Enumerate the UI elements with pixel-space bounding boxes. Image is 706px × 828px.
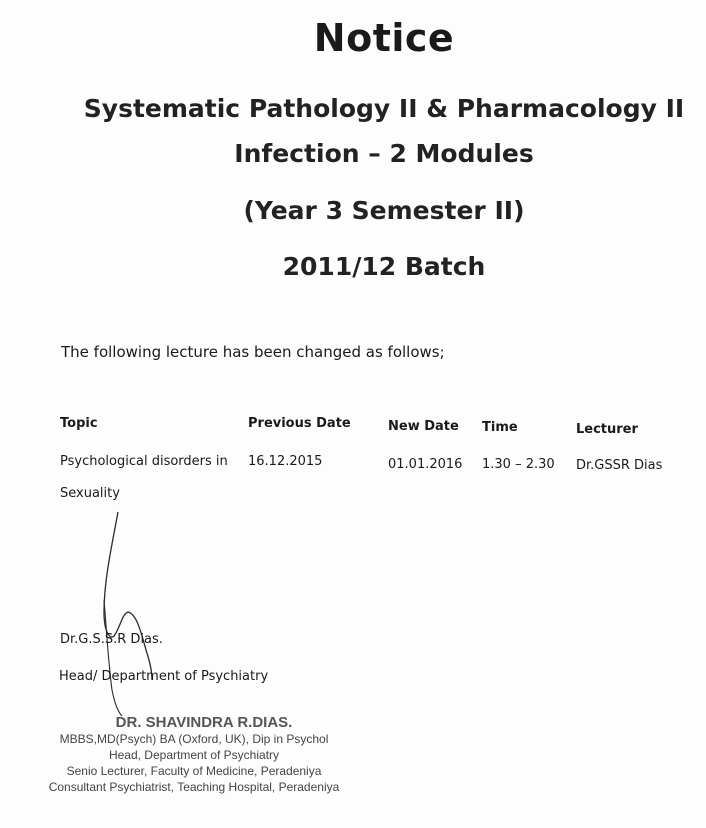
stamp-name: DR. SHAVINDRA R.DIAS. xyxy=(115,714,293,731)
stamp-hospital: Consultant Psychiatrist, Teaching Hospital, Peradeniya xyxy=(48,780,340,794)
header-topic: Topic xyxy=(60,416,98,431)
cell-topic-line-1: Psychological disorders in xyxy=(60,454,228,469)
subject-line-2: Infection – 2 Modules xyxy=(234,139,534,168)
header-new-date: New Date xyxy=(388,419,459,434)
header-lecturer: Lecturer xyxy=(576,422,638,437)
signoff-title: Head/ Department of Psychiatry xyxy=(59,669,269,684)
stamp-position: Head, Department of Psychiatry xyxy=(108,748,280,762)
header-time: Time xyxy=(482,420,518,435)
cell-lecturer: Dr.GSSR Dias xyxy=(576,458,663,473)
cell-new-date: 01.01.2016 xyxy=(388,457,463,472)
intro-text: The following lecture has been changed as follows; xyxy=(61,343,445,361)
cell-time: 1.30 – 2.30 xyxy=(482,457,555,472)
stamp-qualifications: MBBS,MD(Psych) BA (Oxford, UK), Dip in Psychol xyxy=(59,732,329,746)
stamp-faculty: Senio Lecturer, Faculty of Medicine, Peradeniya xyxy=(66,764,322,778)
term-line: (Year 3 Semester II) xyxy=(243,196,525,225)
cell-topic-line-2: Sexuality xyxy=(60,486,120,501)
notice-title: Notice xyxy=(313,16,455,60)
cell-previous-date: 16.12.2015 xyxy=(248,454,323,469)
subject-line-1: Systematic Pathology II & Pharmacology II xyxy=(83,94,685,123)
official-stamp xyxy=(14,714,374,795)
batch-line: 2011/12 Batch xyxy=(282,252,486,281)
header-previous-date: Previous Date xyxy=(248,416,351,431)
signoff-name: Dr.G.S.S.R Dias. xyxy=(60,632,163,647)
